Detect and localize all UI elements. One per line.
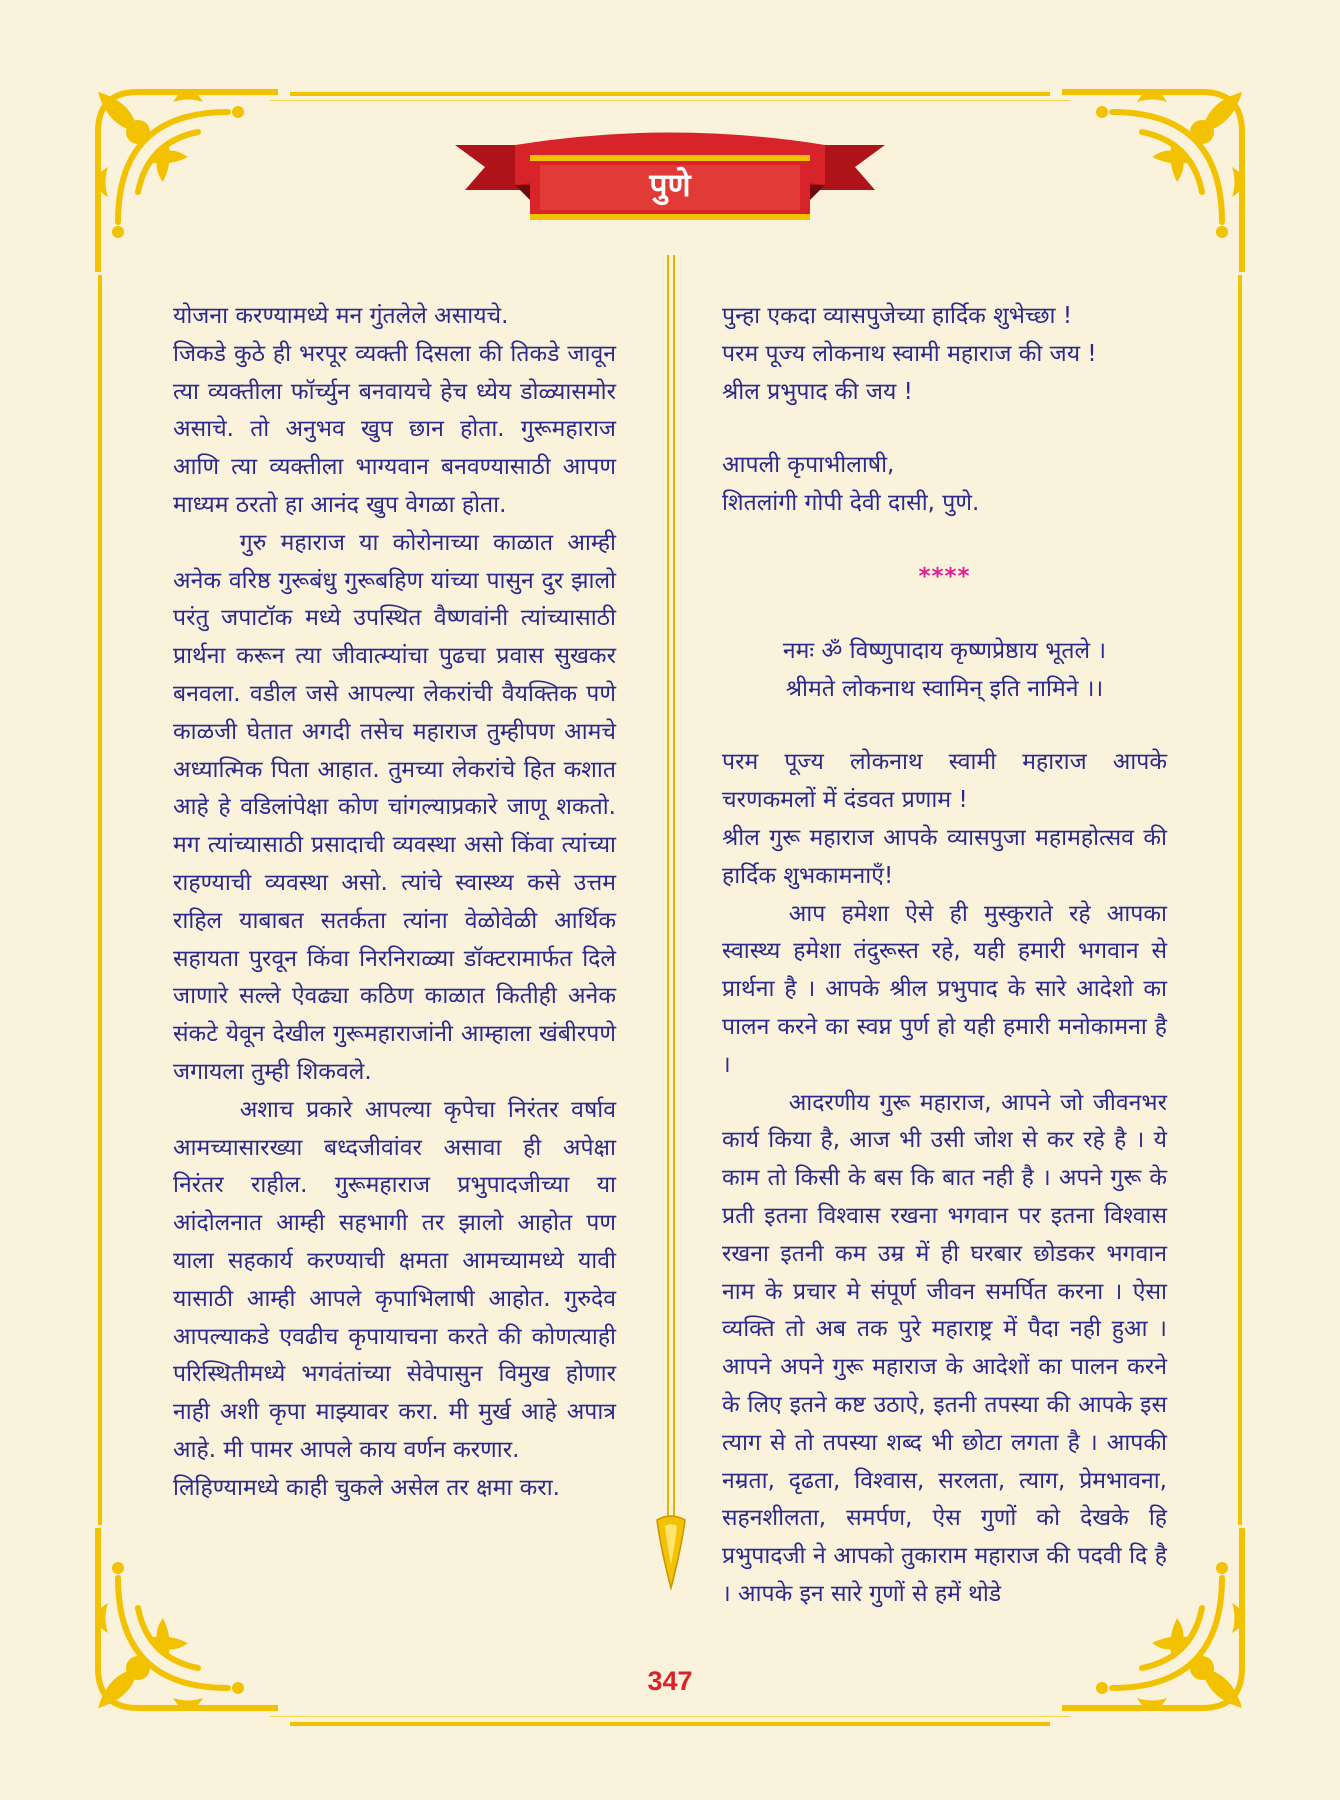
- border-right: [1238, 275, 1242, 1525]
- corner-ornament-icon: [78, 1528, 278, 1728]
- paragraph: अशाच प्रकारे आपल्या कृपेचा निरंतर वर्षाव आमच्यासारख्या बध्दजीवांवर असावा ही अपेक्षा निरंतर राहील. गुरूमहाराज प्रभुपादजीच्या या आंदोलनात आम्ही सहभागी तर झालो आहोत पण याला सहकार्य करण्याची क्षमता आमच्यामध्ये यावी यासाठी आम्ही आपले कृपाभिलाषी आहोत. गुरुदेव आपल्याकडे एवढीच कृपायाचना करते की कोणत्याही परिस्थितीमध्ये भगवंतांच्या सेवेपासुन विमुख होणार नाही अशी कृपा माझ्यावर करा. मी मुर्ख आहे अपात्र आहे. मी पामर आपले काय वर्णन करणार.: [173, 1096, 616, 1463]
- border-top-inner: [270, 100, 1070, 101]
- divider-rule-left: [667, 255, 669, 1520]
- left-column: [173, 298, 616, 1508]
- page-number: 347: [647, 1666, 693, 1696]
- paragraph: आदरणीय गुरू महाराज, आपने जो जीवनभर कार्य किया है, आज भी उसी जोश से कर रहे है । ये काम तो किसी के बस कि बात नही है । अपने गुरू के प्रती इतना विश्वास रखना भगवान पर इतना विश्वास रखना इतनी कम उम्र में ही घरबार छोडकर भगवान नाम के प्रचार मे संपूर्ण जीवन समर्पित करना । ऐसा व्यक्ति तो अब तक पुरे महाराष्ट्र में पैदा नही हुआ । आपने अपने गुरू महाराज के आदेशों का पालन करने के लिए इतने कष्ट उठाऐ, इतनी तपस्या की आपके इस त्याग से तो तपस्या शब्द भी छोटा लगता है । आपकी नम्रता, दृढता, विश्वास, सरलता, त्याग, प्रेमभावना, सहनशीलता, समर्पण, ऐस गुणों को देखके हि प्रभुपादजी ने आपको तुकाराम महाराज की पदवी दि है । आपके इन सारे गुणों से हमें थोडे: [722, 1089, 1167, 1607]
- spacer: [722, 708, 1167, 744]
- border-left: [98, 275, 102, 1525]
- paragraph: श्रील गुरू महाराज आपके व्यासपुजा महामहोत्सव की हार्दिक शुभकामनाएँ!: [722, 824, 1167, 889]
- paragraph: गुरु महाराज या कोरोनाच्या काळात आम्ही अनेक वरिष्ठ गुरूबंधु गुरूबहिण यांच्या पासुन दुर झालो परंतु जपाटॉक मध्ये उपस्थित वैष्णवांनी त्यांच्यासाठी प्रार्थना करून त्या जीवात्म्यांचा पुढचा प्रवास सुखकर बनवला. वडील जसे आपल्या लेकरांची वैयक्तिक पणे काळजी घेतात अगदी तसेच महाराज तुम्हीपण आमचे अध्यात्मिक पिता आहात. तुमच्या लेकरांचे हित कशात आहे हे वडिलांपेक्षा कोण चांगल्याप्रकारे जाणू शकतो. मग त्यांच्यासाठी प्रसादाची व्यवस्था असो किंवा त्यांच्या राहण्याची व्यवस्था असो. त्यांचे स्वास्थ्य कसे उत्तम राहिल याबाबत सतर्कता त्यांना वेळोवेळी आर्थिक सहायता पुरवून किंवा निरनिराळ्या डॉक्टरामार्फत दिले जाणारे सल्ले ऐवढ्या कठिण काळात कितीही अनेक संकटे येवून देखील गुरूमहाराजांनी आम्हाला खंबीरपणे जगायला तुम्ही शिकवले.: [173, 529, 616, 1085]
- corner-ornament-icon: [1062, 72, 1262, 272]
- column-divider: [667, 255, 675, 1560]
- spacer: [722, 411, 1167, 447]
- paragraph: जिकडे कुठे ही भरपूर व्यक्ती दिसला की तिकडे जावून त्या व्यक्तीला फॉर्च्युन बनवायचे हेच ध्येय डोळ्यासमोर असाचे. तो अनुभव खुप छान होता. गुरूमहाराज आणि त्या व्यक्तीला भाग्यवान बनवण्यासाठी आपण माध्यम ठरतो हा आनंद खुप वेगळा होता.: [173, 340, 616, 518]
- page-title: पुणे: [649, 166, 691, 204]
- spacer: [722, 597, 1167, 633]
- border-bottom: [290, 1722, 1050, 1726]
- paragraph: लिहिण्यामध्ये काही चुकले असेल तर क्षमा करा.: [173, 1474, 560, 1501]
- wish-line: श्रील प्रभुपाद की जय !: [722, 378, 913, 405]
- signature-line: शितलांगी गोपी देवी दासी, पुणे.: [722, 490, 980, 517]
- border-bottom-inner: [270, 1716, 1070, 1717]
- header-ribbon: [455, 125, 885, 230]
- wish-line: परम पूज्य लोकनाथ स्वामी महाराज की जय !: [722, 340, 1097, 367]
- paragraph: परम पूज्य लोकनाथ स्वामी महाराज आपके चरणकमलों में दंडवत प्रणाम !: [722, 749, 1167, 814]
- spacer: [722, 523, 1167, 559]
- corner-ornament-icon: [78, 72, 278, 272]
- border-top: [290, 92, 1050, 96]
- pendant-drop-icon: [653, 1510, 689, 1590]
- shloka-line: श्रीमते लोकनाथ स्वामिन् इति नामिने ।।: [785, 675, 1104, 702]
- paragraph: योजना करण्यामध्ये मन गुंतलेले असायचे.: [173, 303, 509, 329]
- wish-line: पुन्हा एकदा व्यासपुजेच्या हार्दिक शुभेच्छा !: [722, 303, 1073, 329]
- shloka-line: नमः ॐ विष्णुपादाय कृष्णप्रेष्ठाय भूतले ।: [782, 637, 1107, 664]
- section-separator: ****: [918, 563, 971, 590]
- paragraph: आप हमेशा ऐसे ही मुस्कुराते रहे आपका स्वास्थ्य हमेशा तंदुरूस्त रहे, यही हमारी भगवान से प्रार्थना है । आपके श्रील प्रभुपाद के सारे आदेशो का पालन करने का स्वप्न पुर्ण हो यही हमारी मनोकामना है ।: [722, 900, 1167, 1078]
- signature-line: आपली कृपाभीलाषी,: [722, 452, 895, 479]
- right-column: [722, 298, 1167, 1614]
- divider-rule-right: [673, 255, 675, 1520]
